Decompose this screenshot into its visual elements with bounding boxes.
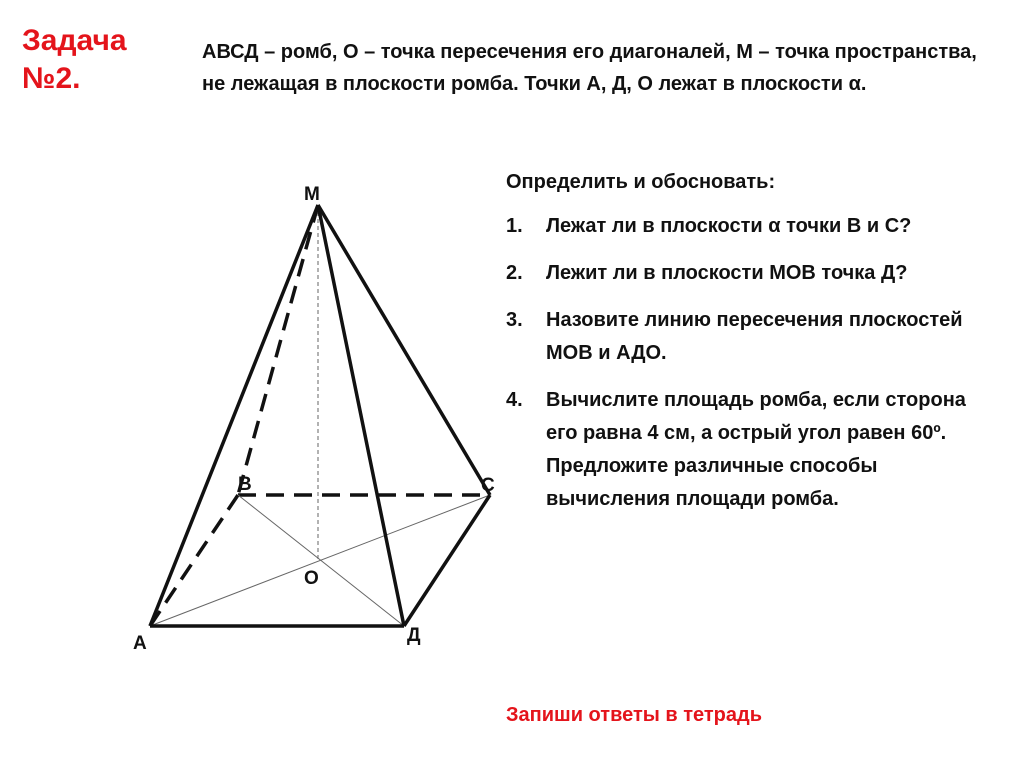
question-text: Лежат ли в плоскости α точки В и С? (546, 215, 912, 237)
question-number: 1. (506, 215, 523, 237)
label-d: Д (407, 625, 421, 646)
question-list (506, 210, 1006, 516)
task-block (506, 166, 1006, 530)
question-item (506, 384, 1001, 516)
label-a: А (133, 633, 147, 654)
question-text: Вычислите площадь ромба, если сторона его равна 4 см, а острый угол равен 60º. Предложите различные способы вычисления площади ромба. (546, 389, 966, 510)
label-o: О (304, 568, 319, 589)
label-b: В (238, 474, 252, 495)
problem-statement: АВСД – ромб, О – точка пересечения его диагоналей, М – точка пространства, не лежащая в плоскости ромба. Точки А, Д, О лежат в плоскости α. (202, 41, 977, 95)
edge-mb-dashed (238, 205, 318, 495)
homework-note: Запиши ответы в тетрадь (506, 704, 763, 726)
question-item (506, 304, 1001, 370)
task-heading: Определить и обосновать: (506, 171, 776, 193)
diagonal-ac (150, 495, 490, 626)
question-number: 4. (506, 389, 523, 411)
label-c: С (481, 475, 495, 496)
diagonal-bd (238, 495, 404, 626)
label-m: М (304, 184, 320, 205)
question-number: 2. (506, 262, 523, 284)
question-text: Лежит ли в плоскости МОВ точка Д? (546, 262, 908, 284)
edge-dc (404, 495, 490, 626)
edge-ma (150, 205, 318, 626)
question-item (506, 257, 1001, 290)
question-text: Назовите линию пересечения плоскостей МОВ и АДО. (546, 309, 963, 364)
question-item (506, 210, 1001, 243)
edge-mc (318, 205, 490, 495)
question-number: 3. (506, 309, 523, 331)
edge-md (318, 205, 404, 626)
slide-title: Задача №2. (22, 24, 127, 95)
